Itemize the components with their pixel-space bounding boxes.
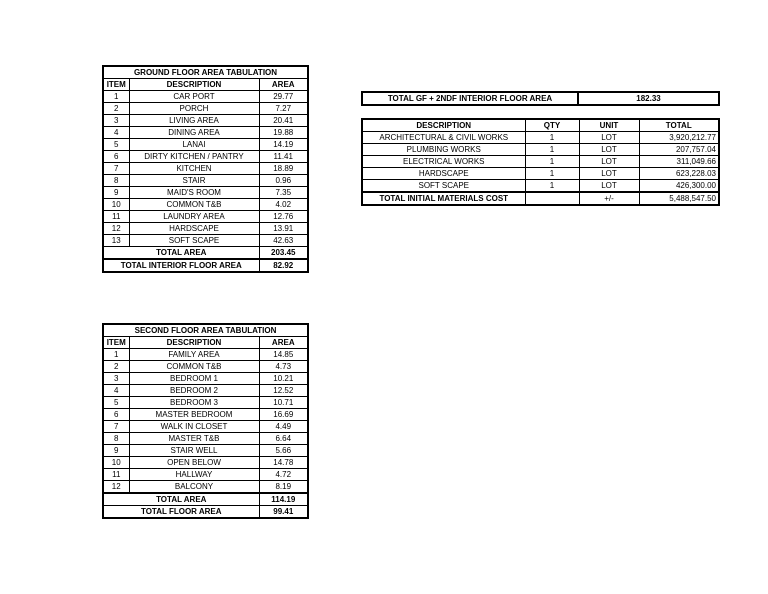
item-description: FAMILY AREA [129,349,259,361]
item-area: 14.78 [259,457,308,469]
total-row [103,493,308,506]
item-area: 11.41 [259,151,308,163]
table-row [103,223,308,235]
cost-qty: 1 [525,156,579,168]
item-area: 6.64 [259,433,308,445]
item-area: 19.88 [259,127,308,139]
table-row [103,481,308,494]
cost-description: PLUMBING WORKS [362,144,525,156]
header-row [103,79,308,91]
header-row [362,119,719,132]
column-header-total: TOTAL [639,119,719,132]
item-number: 9 [103,445,129,457]
item-number: 2 [103,361,129,373]
item-number: 11 [103,211,129,223]
item-area: 10.21 [259,373,308,385]
item-description: MAID'S ROOM [129,187,259,199]
item-description: HARDSCAPE [129,223,259,235]
second-floor-table [102,323,309,519]
item-description: LAUNDRY AREA [129,211,259,223]
item-area: 13.91 [259,223,308,235]
item-description: COMMON T&B [129,199,259,211]
item-area: 8.19 [259,481,308,494]
item-number: 5 [103,139,129,151]
column-header-item: ITEM [103,337,129,349]
table-row [362,144,719,156]
total-cost-value: 5,488,547.50 [639,192,719,205]
table-row [103,445,308,457]
header-row [103,337,308,349]
item-description: COMMON T&B [129,361,259,373]
item-number: 6 [103,409,129,421]
item-number: 4 [103,127,129,139]
table-row [103,361,308,373]
item-description: BALCONY [129,481,259,494]
item-number: 3 [103,373,129,385]
item-area: 12.76 [259,211,308,223]
interior-total-label: TOTAL INTERIOR FLOOR AREA [103,259,259,272]
floor-total-row [103,506,308,519]
item-area: 4.49 [259,421,308,433]
table-row [103,457,308,469]
item-area: 4.02 [259,199,308,211]
item-description: BEDROOM 2 [129,385,259,397]
table-body [362,132,719,193]
total-value: 203.45 [259,247,308,260]
item-description: PORCH [129,103,259,115]
total-label: TOTAL AREA [103,493,259,506]
item-description: HALLWAY [129,469,259,481]
item-area: 4.73 [259,361,308,373]
column-header-qty: QTY [525,119,579,132]
item-number: 12 [103,223,129,235]
floor-total-value: 99.41 [259,506,308,519]
combined-row [362,92,719,105]
item-area: 12.52 [259,385,308,397]
total-cost-label: TOTAL INITIAL MATERIALS COST [362,192,525,205]
table-row [103,421,308,433]
item-number: 7 [103,163,129,175]
item-number: 12 [103,481,129,494]
item-description: BEDROOM 3 [129,397,259,409]
item-number: 1 [103,91,129,103]
cost-unit: LOT [579,144,639,156]
cost-description: SOFT SCAPE [362,180,525,193]
total-cost-row [362,192,719,205]
item-number: 10 [103,199,129,211]
total-cost-unit: +/- [579,192,639,205]
item-description: LANAI [129,139,259,151]
column-header-description: DESCRIPTION [129,337,259,349]
floor-total-label: TOTAL FLOOR AREA [103,506,259,519]
column-header-description: DESCRIPTION [129,79,259,91]
item-description: CAR PORT [129,91,259,103]
combined-value: 182.33 [578,92,719,105]
materials-cost-table [361,118,720,206]
ground-floor-table [102,65,309,273]
item-area: 7.27 [259,103,308,115]
cost-unit: LOT [579,180,639,193]
item-number: 11 [103,469,129,481]
column-header-area: AREA [259,79,308,91]
column-header-description: DESCRIPTION [362,119,525,132]
table-title: SECOND FLOOR AREA TABULATION [103,324,308,337]
table-row [103,151,308,163]
table-row [103,433,308,445]
combined-area-table [361,91,720,106]
table-row [103,373,308,385]
table-body [103,91,308,247]
item-description: MASTER T&B [129,433,259,445]
table-row [103,91,308,103]
item-number: 5 [103,397,129,409]
item-number: 7 [103,421,129,433]
table-row [103,469,308,481]
item-area: 14.19 [259,139,308,151]
table-row [362,168,719,180]
cost-description: ARCHITECTURAL & CIVIL WORKS [362,132,525,144]
item-number: 10 [103,457,129,469]
cost-total: 623,228.03 [639,168,719,180]
item-area: 5.66 [259,445,308,457]
table-row [362,180,719,193]
table-title: GROUND FLOOR AREA TABULATION [103,66,308,79]
cost-total: 207,757.04 [639,144,719,156]
item-description: WALK IN CLOSET [129,421,259,433]
total-label: TOTAL AREA [103,247,259,260]
item-description: STAIR [129,175,259,187]
item-description: DIRTY KITCHEN / PANTRY [129,151,259,163]
cost-unit: LOT [579,132,639,144]
total-value: 114.19 [259,493,308,506]
item-area: 42.63 [259,235,308,247]
table-row [103,103,308,115]
item-area: 29.77 [259,91,308,103]
item-description: STAIR WELL [129,445,259,457]
table-row [103,349,308,361]
table-row [362,132,719,144]
item-area: 10.71 [259,397,308,409]
table-body [103,349,308,494]
table-row [103,187,308,199]
column-header-area: AREA [259,337,308,349]
cost-description: HARDSCAPE [362,168,525,180]
item-number: 8 [103,175,129,187]
item-number: 13 [103,235,129,247]
table-row [103,115,308,127]
cost-unit: LOT [579,168,639,180]
item-description: LIVING AREA [129,115,259,127]
column-header-unit: UNIT [579,119,639,132]
item-number: 8 [103,433,129,445]
item-area: 7.35 [259,187,308,199]
column-header-item: ITEM [103,79,129,91]
item-number: 6 [103,151,129,163]
cost-qty: 1 [525,144,579,156]
table-row [362,156,719,168]
table-row [103,397,308,409]
cost-qty: 1 [525,180,579,193]
item-number: 4 [103,385,129,397]
item-area: 18.89 [259,163,308,175]
item-number: 9 [103,187,129,199]
item-area: 4.72 [259,469,308,481]
item-area: 14.85 [259,349,308,361]
item-description: MASTER BEDROOM [129,409,259,421]
item-number: 1 [103,349,129,361]
item-description: BEDROOM 1 [129,373,259,385]
item-area: 20.41 [259,115,308,127]
table-row [103,139,308,151]
item-area: 16.69 [259,409,308,421]
table-row [103,409,308,421]
item-description: SOFT SCAPE [129,235,259,247]
cost-unit: LOT [579,156,639,168]
combined-label: TOTAL GF + 2NDF INTERIOR FLOOR AREA [362,92,578,105]
cost-total: 426,300.00 [639,180,719,193]
table-row [103,235,308,247]
table-row [103,175,308,187]
cost-total: 311,049.66 [639,156,719,168]
table-row [103,127,308,139]
cost-qty: 1 [525,132,579,144]
table-row [103,385,308,397]
interior-total-row [103,259,308,272]
cost-qty: 1 [525,168,579,180]
cost-total: 3,920,212.77 [639,132,719,144]
total-row [103,247,308,260]
item-description: KITCHEN [129,163,259,175]
table-row [103,163,308,175]
interior-total-value: 82.92 [259,259,308,272]
item-area: 0.96 [259,175,308,187]
item-number: 3 [103,115,129,127]
total-cost-qty [525,192,579,205]
cost-description: ELECTRICAL WORKS [362,156,525,168]
item-description: OPEN BELOW [129,457,259,469]
table-row [103,199,308,211]
table-row [103,211,308,223]
item-number: 2 [103,103,129,115]
item-description: DINING AREA [129,127,259,139]
